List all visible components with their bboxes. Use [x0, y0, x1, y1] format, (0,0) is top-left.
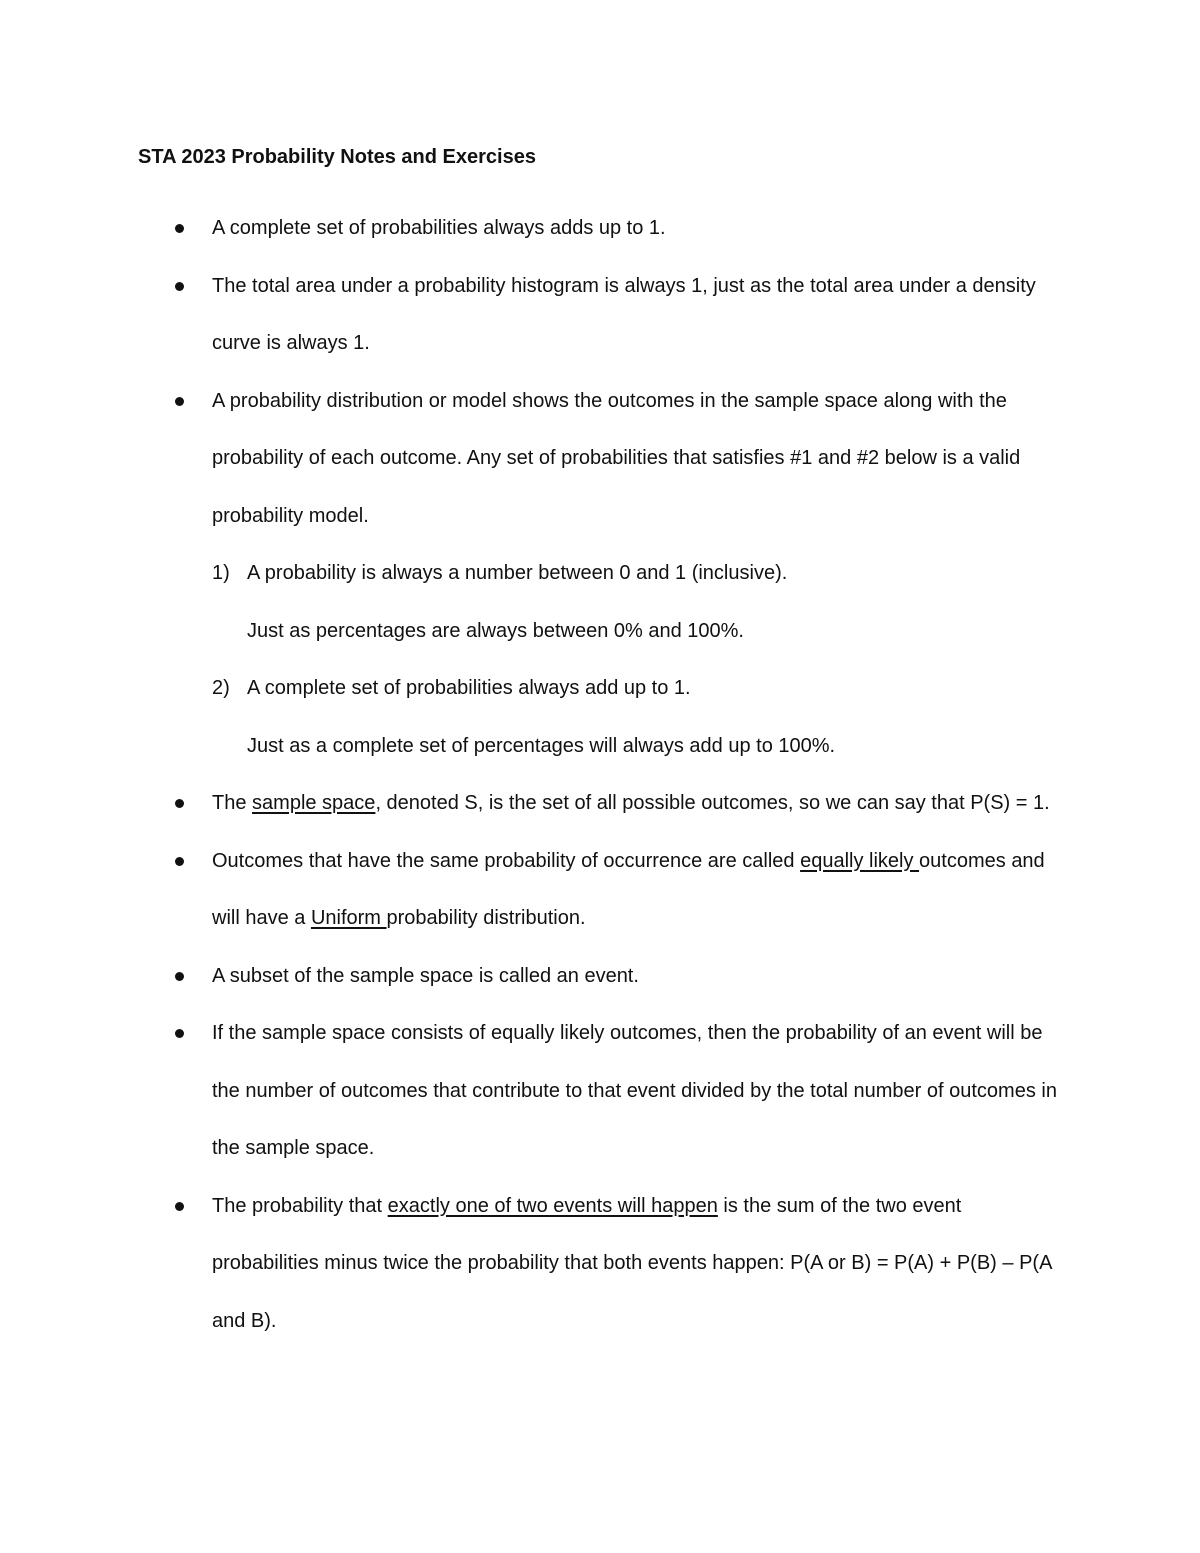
sublist-number: 2): [212, 677, 230, 699]
list-item: [0, 833, 1200, 948]
bullet-icon: [175, 397, 184, 406]
bullet-text: If the sample space consists of equally likely outcomes, then the probability of an event will be the number of outcomes that contribute to that event divided by the total number of outcomes in the sample space.: [212, 1022, 1057, 1159]
bullet-text: probability distribution.: [386, 907, 586, 929]
bullet-text: The probability that: [212, 1194, 388, 1217]
numbered-sublist: [212, 545, 1070, 775]
bullet-text: is the sum of the two event probabilities minus twice the probability that both events happen: P(A or B) = P(A) + P(B) – P(A and B).: [212, 1194, 1052, 1332]
bullet-text: outcomes and will have a: [212, 849, 1045, 929]
list-item: [0, 948, 1200, 1006]
sublist-item: [212, 660, 1070, 775]
underlined-term: Uniform: [310, 907, 387, 929]
list-item: [0, 775, 1200, 833]
bullet-text: The: [212, 792, 253, 814]
bullet-icon: [175, 1202, 184, 1211]
sublist-text: A complete set of probabilities always add up to 1.: [247, 677, 691, 699]
underlined-term: sample space: [252, 792, 376, 814]
page-title: STA 2023 Probability Notes and Exercises: [138, 146, 536, 168]
bullet-text: , denoted S, is the set of all possible outcomes, so we can say that P(S) = 1.: [375, 792, 1050, 814]
bullet-text: A subset of the sample space is called an event.: [212, 964, 639, 987]
list-item: [0, 373, 1200, 776]
list-item: [0, 200, 1200, 258]
list-item: [0, 1005, 1200, 1178]
bullet-icon: [175, 282, 184, 291]
underlined-term: equally likely: [800, 849, 920, 872]
bullet-text: The total area under a probability histogram is always 1, just as the total area under a density curve is always 1.: [212, 274, 1036, 354]
sublist-note: Just as a complete set of percentages will always add up to 100%.: [247, 734, 836, 757]
bullet-icon: [175, 1029, 184, 1038]
bullet-icon: [175, 972, 184, 981]
bullet-icon: [175, 224, 184, 233]
bullet-icon: [175, 857, 184, 866]
sublist-number: 1): [212, 562, 230, 584]
underlined-term: exactly one of two events will happen: [387, 1194, 718, 1217]
list-item: [0, 258, 1200, 373]
notes-list: [0, 200, 1200, 1350]
sublist-item: [212, 545, 1070, 660]
sublist-text: A probability is always a number between 0 and 1 (inclusive).: [247, 562, 788, 584]
list-item: [0, 1178, 1200, 1351]
bullet-text: A complete set of probabilities always adds up to 1.: [212, 217, 666, 239]
bullet-text: A probability distribution or model shows the outcomes in the sample space along with the probability of each outcome. Any set of probabilities that satisfies #1 and #2 below is a valid probability model.: [212, 389, 1021, 527]
sublist-note: Just as percentages are always between 0% and 100%.: [247, 619, 744, 642]
bullet-icon: [175, 799, 184, 808]
bullet-text: Outcomes that have the same probability of occurrence are called: [212, 849, 801, 872]
